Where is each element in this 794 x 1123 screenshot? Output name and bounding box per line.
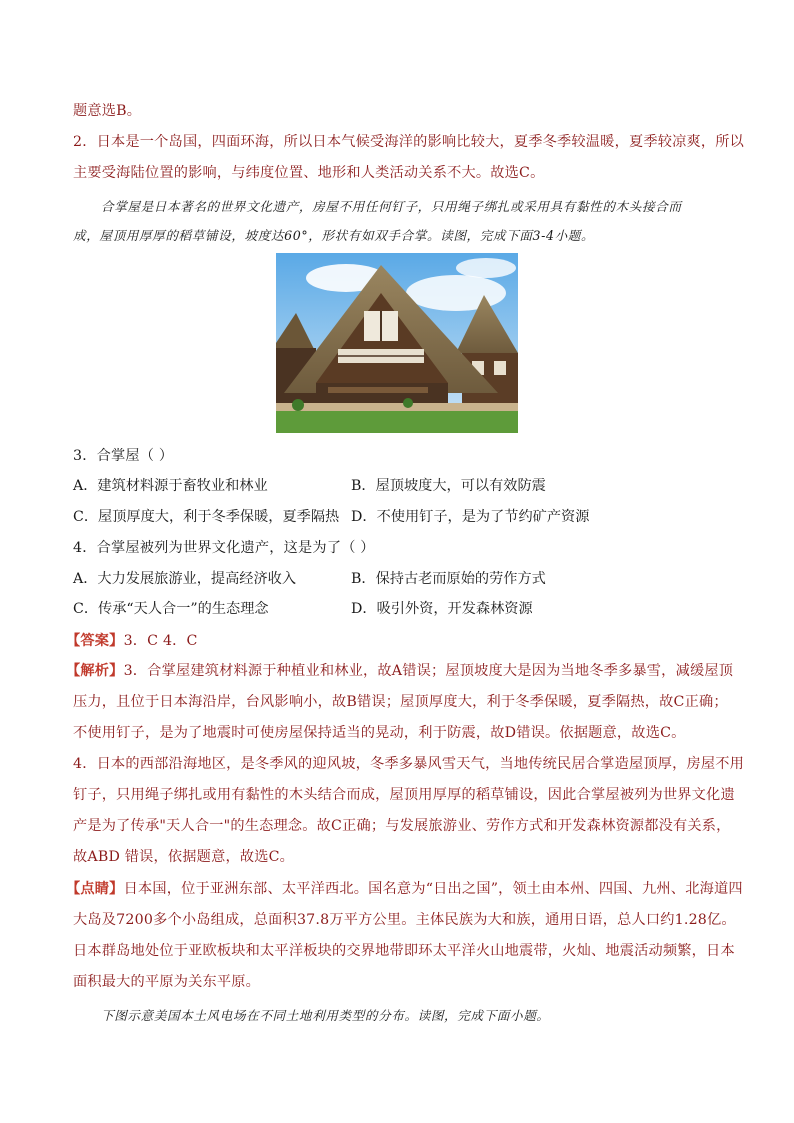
comment-line: 日本群岛地处位于亚欧板块和太平洋板块的交界地带即环太平洋火山地震带，火灿、地震活动频繁，日本: [73, 943, 735, 959]
answer-text-line: 题意选B。: [73, 103, 142, 119]
question-4-option-a: A．大力发展旅游业，提高经济收入: [73, 571, 297, 587]
question-3-option-c: C．屋顶厚度大，利于冬季保暖，夏季隔热: [73, 509, 340, 525]
answer-value: 3．C 4．C: [123, 633, 198, 649]
question-3-option-d: D．不使用钉子，是为了节约矿产资源: [351, 509, 590, 525]
comment-line: 大岛及7200多个小岛组成，总面积37.8万平方公里。主体民族为大和族，通用日语，总人口约1.28亿。: [73, 912, 736, 928]
analysis-line: [66, 661, 734, 681]
comment-line: [66, 879, 743, 899]
analysis-line: 4．日本的西部沿海地区，是冬季风的迎风坡，冬季多暴风雪天气，当地传统民居合掌造屋顶厚，房屋不用: [73, 756, 745, 772]
question-4-option-c: C．传承“天人合一”的生态理念: [73, 601, 269, 617]
question-intro: 合掌屋是日本著名的世界文化遗产，房屋不用任何钉子，只用绳子绑扎或采用具有黏性的木头接合而: [101, 199, 682, 214]
question-4-stem: 4．合掌屋被列为世界文化遗产，这是为了（ ）: [73, 540, 375, 556]
question-3-stem: 3．合掌屋（ ）: [73, 448, 174, 464]
question-intro: 下图示意美国本土风电场在不同土地利用类型的分布。读图，完成下面小题。: [101, 1008, 550, 1023]
house-illustration: [276, 253, 518, 433]
question-intro: 成，屋顶用厚厚的稻草铺设，坡度达60°，形状有如双手合掌。读图，完成下面3-4小题。: [73, 228, 595, 243]
answer-text-line: 主要受海陆位置的影响，与纬度位置、地形和人类活动关系不大。故选C。: [73, 165, 545, 181]
analysis-line: 产是为了传承"天人合一"的生态理念。故C正确；与发展旅游业、劳作方式和开发森林资源都没有关系，: [73, 818, 731, 834]
question-3-option-b: B．屋顶坡度大，可以有效防震: [351, 478, 546, 494]
answer-tag: 【答案】: [66, 633, 124, 649]
question-4-option-d: D．吸引外资，开发森林资源: [351, 601, 533, 617]
gassho-house-photo: [276, 253, 518, 433]
comment-line: 面积最大的平原为关东平原。: [73, 974, 261, 990]
question-3-option-a: A．建筑材料源于畜牧业和林业: [73, 478, 268, 494]
analysis-line: 故ABD 错误，依据题意，故选C。: [73, 849, 295, 865]
comment-tag: 【点睛】: [66, 881, 124, 897]
analysis-line: 不使用钉子，是为了地震时可使房屋保持适当的晃动，利于防震，故D错误。依据题意，故选C。: [73, 725, 686, 741]
analysis-tag: 【解析】: [66, 663, 124, 679]
question-4-option-b: B．保持古老而原始的劳作方式: [351, 571, 546, 587]
comment-text: 日本国，位于亚洲东部、太平洋西北。国名意为“日出之国”，领土由本州、四国、九州、北海道四: [123, 881, 743, 897]
answer-text-line: 2．日本是一个岛国，四面环海，所以日本气候受海洋的影响比较大，夏季冬季较温暖，夏季较凉爽，所以: [73, 134, 745, 150]
analysis-line: 钉子，只用绳子绑扎或用有黏性的木头结合而成，屋顶用厚厚的稻草铺设，因此合掌屋被列为世界文化遗: [73, 787, 735, 803]
analysis-line: 压力，且位于日本海沿岸，台风影响小，故B错误；屋顶厚度大，利于冬季保暖，夏季隔热，故C正确；: [73, 694, 728, 710]
answer-line: [66, 631, 726, 651]
analysis-text: 3．合掌屋建筑材料源于种植业和林业，故A错误；屋顶坡度大是因为当地冬季多暴雪，减缓屋顶: [123, 663, 734, 679]
